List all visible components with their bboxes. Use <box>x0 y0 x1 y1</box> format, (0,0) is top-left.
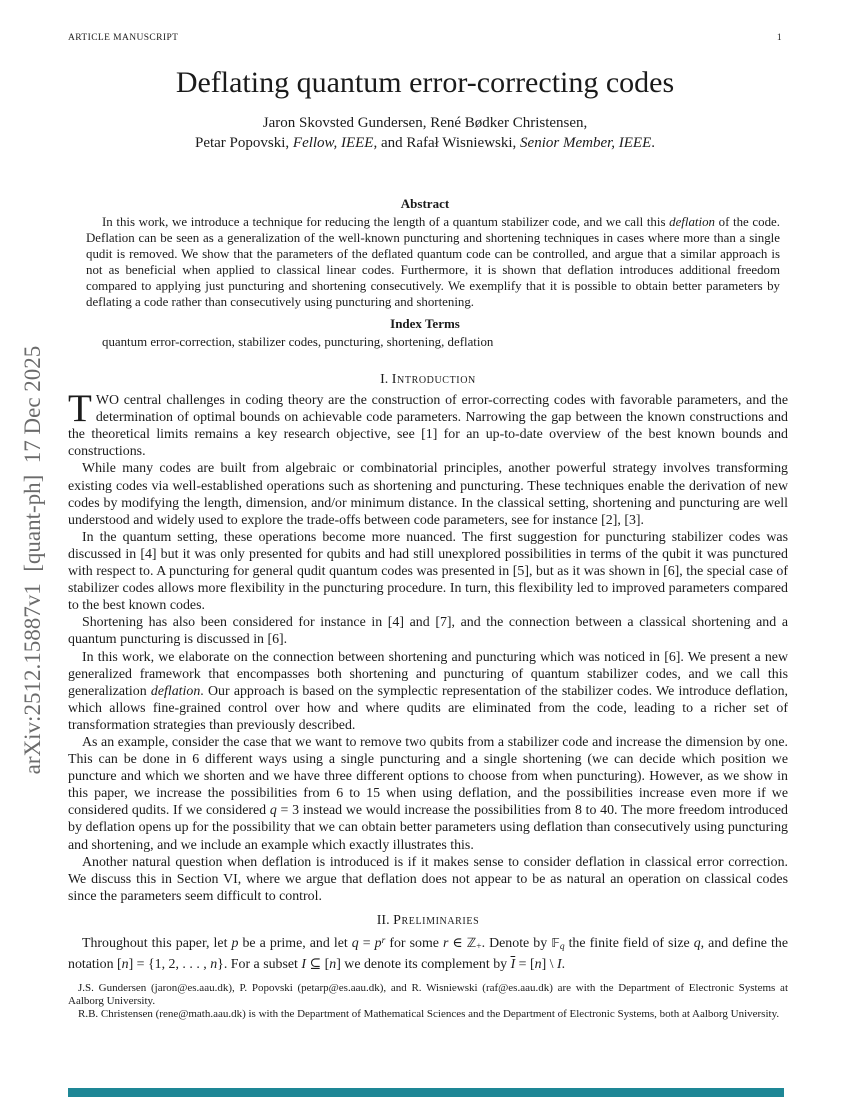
preliminaries-paragraphs <box>68 933 788 973</box>
paragraph: In the quantum setting, these operations become more nuanced. The first suggestion for puncturing stabilizer codes was discussed in [4] but it was only presented for qubits and had still unexplored possibilities in terms of the qubit it was punctured with respect to. A puncturing for general qudit quantum codes was presented in [5], but as it was shown in [6], the special case of stabilizer codes allows more flexibility in the puncturing procedure. In turn, this flexibility led to improved parameters compared to the best known codes. <box>68 529 788 614</box>
running-header <box>68 33 782 43</box>
paragraph: In this work, we elaborate on the connection between shortening and puncturing which was noticed in [6]. We present a new generalized framework that encompasses both shortening and puncturing of quantum stabilizer codes, and we call this generalization deflation. Our approach is based on the symplectic representation of the stabilizer codes. We introduce deflation, which allows fine-grained control over how and where qudits are eliminated from the code, leading to a richer set of transformation strategies than previously described. <box>68 649 788 733</box>
arxiv-watermark: arXiv:2512.15887v1 [quant-ph] 17 Dec 2025 <box>20 345 45 775</box>
footnote-line: R.B. Christensen (rene@math.aau.dk) is with the Department of Mathematical Sciences and the Department of Electronic Systems, both at Aalborg University. <box>78 1008 780 1021</box>
paragraph: Shortening has also been considered for instance in [4] and [7], and the connection between a classical shortening and a quantum puncturing is discussed in [6]. <box>68 615 788 648</box>
index-terms-text: quantum error-correction, stabilizer codes, puncturing, shortening, deflation <box>102 335 494 349</box>
footnote-line: J.S. Gundersen (jaron@es.aau.dk), P. Popovski (petarp@es.aau.dk), and R. Wisniewski (raf@es.aau.dk) are with the Department of Electronic Systems at Aalborg University. <box>68 982 788 1008</box>
author-footnote <box>68 982 788 1022</box>
index-terms-heading: Index Terms <box>390 316 460 331</box>
abstract-text: In this work, we introduce a technique for reducing the length of a quantum stabilizer code, and we call this deflation of the code. Deflation can be seen as a generalization of the well-known puncturing and shortening techniques in cases where more than a single qudit is removed. We show that the parameters of the deflated quantum code can be controlled, and argue that a similar approach is not as beneficial when applied to classical linear codes. Furthermore, it is shown that deflation introduces additional freedom compared to applying just puncturing and shortening consecutively. We exemplify that it is possible to obtain better parameters by deflating a code rather than consecutively using puncturing and shortening. <box>86 215 780 309</box>
paragraph: TWO central challenges in coding theory are the construction of error-correcting codes with favorable parameters, and the determination of optimal bounds on achievable code parameters. Narrowing the gap between the known constructions and the theoretical limits remains a key research objective, see [1] for an up-to-date overview of the best known bounds and constructions. <box>68 387 788 460</box>
drop-cap: T <box>68 387 92 431</box>
introduction-paragraphs <box>68 387 788 905</box>
main-column <box>68 371 788 973</box>
section-number: I. <box>380 372 389 387</box>
section-heading-introduction <box>68 371 788 388</box>
running-header-label: ARTICLE MANUSCRIPT <box>68 33 179 43</box>
bottom-accent-bar <box>68 1088 784 1097</box>
paper-title: Deflating quantum error-correcting codes <box>175 66 675 99</box>
section-heading-preliminaries <box>68 912 788 929</box>
abstract-heading: Abstract <box>400 196 450 211</box>
page-number: 1 <box>776 33 782 43</box>
paragraph: Another natural question when deflation is introduced is if it makes sense to consider deflation in classical error correction. We discuss this in Section VI, where we argue that deflation does not appear to be as natural an operation on classical codes since the parameters seem difficult to control. <box>68 854 788 904</box>
author-line-2: Petar Popovski, Fellow, IEEE, and Rafał Wisniewski, Senior Member, IEEE. <box>194 135 656 151</box>
paragraph: Throughout this paper, let p be a prime, and let $q = p^r$ for some r ∈ ℤ$_+$. Denote by 𝔽$_q$ the finite field of size q, and define the notation [n] = {1, 2, . . . , n}. For a subset I ⊆ [n] we denote its complement by $\overline{I} = [n]$ \ I. <box>68 936 788 973</box>
section-number: II. <box>376 912 390 928</box>
paragraph: While many codes are built from algebraic or combinatorial principles, another powerful strategy involves transforming existing codes via well-established operations such as shortening and puncturing. These techniques enable the derivation of new codes by modifying the length, dimension, and/or minimum distance. In the classical setting, shortening and puncturing are well understood and widely used to explore the trade-offs between code parameters, see for instance [2], [3]. <box>68 461 788 528</box>
section-title: Introduction <box>391 372 476 387</box>
paragraph: As an example, consider the case that we want to remove two qubits from a stabilizer code and increase the dimension by one. This can be done in 6 different ways using a single puncturing and a single shortening (we can decide which position we puncture and which we shorten and we have three different options to choose from when puncturing). However, as we show in this paper, we increase the possibilities from 6 to 15 when using deflation, and the possibilities increase even more if we considered qudits. If we considered q = 3 instead we would increase the possibilities from 8 to 40. The more freedom introduced by deflation opens up for the possibility that we can obtain better parameters using deflation than consecutively using puncturing and shortening, and we include an example which exactly illustrates this. <box>68 734 788 853</box>
section-title: Preliminaries <box>393 912 480 928</box>
author-line-1: Jaron Skovsted Gundersen, René Bødker Christensen, <box>262 115 588 131</box>
